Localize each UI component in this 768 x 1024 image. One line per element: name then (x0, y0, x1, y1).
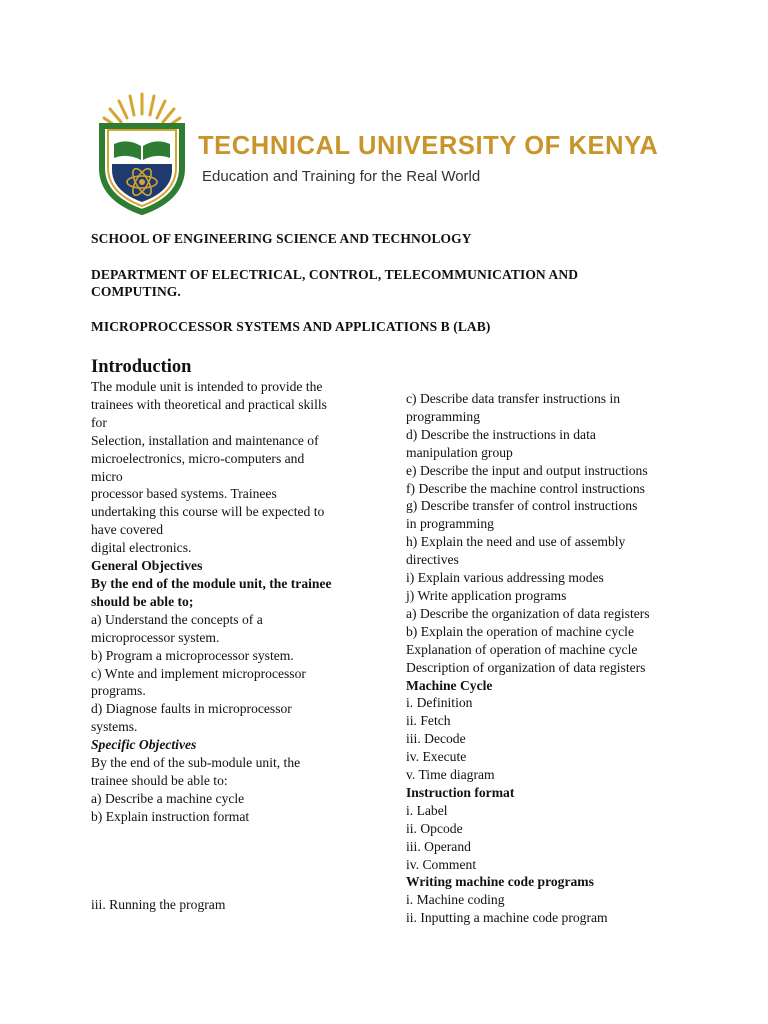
machine-cycle-item: i. Definition (406, 695, 473, 711)
objective-line: f) Describe the machine control instructions (406, 480, 645, 496)
intro-line: trainees with theoretical and practical skills (91, 396, 327, 412)
intro-line: micro (91, 468, 123, 484)
machine-cycle-item: iii. Decode (406, 731, 466, 747)
objective-line: b) Program a microprocessor system. (91, 647, 294, 663)
objective-line: microprocessor system. (91, 629, 220, 645)
university-tagline: Education and Training for the Real World (202, 168, 481, 185)
writing-programs-item: i. Machine coding (406, 892, 505, 908)
intro-line: microelectronics, micro-computers and (91, 450, 305, 466)
instruction-format-item: iv. Comment (406, 856, 477, 872)
school-heading: SCHOOL OF ENGINEERING SCIENCE AND TECHNOLOGY (91, 231, 472, 246)
objective-line: d) Describe the instructions in data (406, 426, 596, 442)
objective-line: j) Write application programs (406, 587, 567, 603)
general-objectives-lead: By the end of the module unit, the trainee (91, 575, 332, 591)
machine-cycle-title: Machine Cycle (406, 677, 493, 693)
objective-line: d) Diagnose faults in microprocessor (91, 701, 292, 717)
specific-objective-line: a) Describe a machine cycle (91, 790, 245, 806)
specific-objective-line: b) Explain instruction format (91, 808, 250, 824)
machine-cycle-item: v. Time diagram (406, 767, 495, 783)
intro-line: for (91, 414, 107, 430)
department-heading-line1: DEPARTMENT OF ELECTRICAL, CONTROL, TELECOMMUNICATION AND (91, 267, 579, 282)
intro-line: digital electronics. (91, 540, 192, 556)
intro-line: have covered (91, 522, 164, 538)
objective-line: manipulation group (406, 444, 513, 460)
writing-programs-item: ii. Inputting a machine code program (406, 910, 608, 926)
objective-line: b) Explain the operation of machine cycle (406, 623, 634, 639)
instruction-format-item: ii. Opcode (406, 820, 463, 836)
objective-line: directives (406, 552, 459, 568)
introduction-title: Introduction (91, 357, 192, 377)
intro-line: undertaking this course will be expected to (91, 504, 325, 520)
objective-line: c) Wnte and implement microprocessor (91, 665, 306, 681)
objective-line: a) Understand the concepts of a (91, 611, 263, 627)
objective-line: programming (406, 408, 480, 424)
intro-line: The module unit is intended to provide the (91, 379, 323, 394)
university-name: TECHNICAL UNIVERSITY OF KENYA (198, 132, 659, 160)
objective-line: systems. (91, 719, 138, 735)
left-column (91, 378, 332, 826)
instruction-format-item: i. Label (406, 802, 448, 818)
university-crest-icon (94, 88, 190, 216)
specific-objective-line: By the end of the sub-module unit, the (91, 755, 301, 771)
writing-programs-title: Writing machine code programs (406, 874, 594, 890)
running-program-line: iii. Running the program (91, 897, 226, 912)
general-objectives-title: General Objectives (91, 558, 203, 574)
course-heading: MICROPROCCESSOR SYSTEMS AND APPLICATIONS B (LAB) (91, 319, 491, 334)
intro-line: processor based systems. Trainees (91, 486, 277, 502)
general-objectives-lead: should be able to; (91, 593, 194, 609)
objective-line: g) Describe transfer of control instructions (406, 498, 638, 514)
objective-line: i) Explain various addressing modes (406, 570, 604, 586)
objective-line: h) Explain the need and use of assembly (406, 534, 626, 550)
specific-objectives-title: Specific Objectives (91, 737, 197, 753)
objective-line: a) Describe the organization of data registers (406, 605, 650, 621)
objective-line: c) Describe data transfer instructions in (406, 391, 621, 406)
intro-line: Selection, installation and maintenance of (91, 432, 319, 448)
right-column (406, 390, 650, 927)
university-logo (94, 88, 190, 216)
objective-line: e) Describe the input and output instructions (406, 462, 648, 478)
department-heading-line2: COMPUTING. (91, 284, 181, 299)
objective-line: Explanation of operation of machine cycle (406, 641, 638, 657)
instruction-format-item: iii. Operand (406, 838, 471, 854)
machine-cycle-item: ii. Fetch (406, 713, 451, 729)
machine-cycle-item: iv. Execute (406, 749, 467, 765)
objective-line: in programming (406, 516, 494, 532)
specific-objective-line: trainee should be able to: (91, 772, 228, 788)
objective-line: Description of organization of data registers (406, 659, 646, 675)
instruction-format-title: Instruction format (406, 784, 515, 800)
objective-line: programs. (91, 683, 146, 699)
